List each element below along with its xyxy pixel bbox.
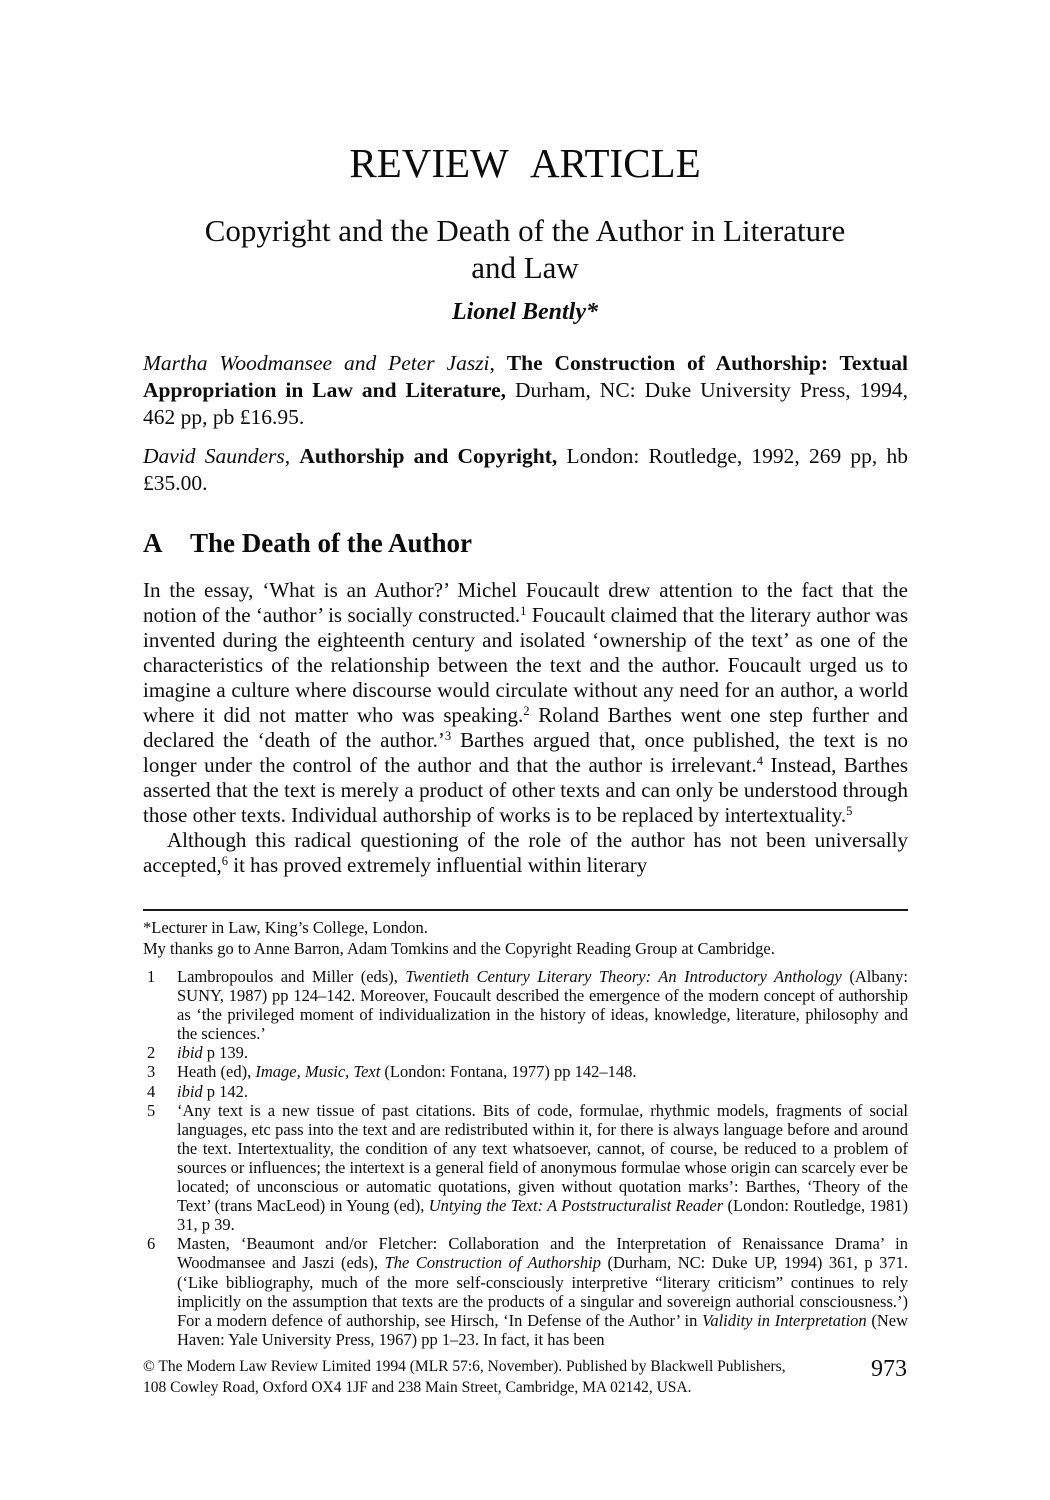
- footnote-text: ibid p 139.: [177, 1043, 249, 1063]
- footnote-number: 3: [147, 1062, 156, 1082]
- article-title-line-1: Copyright and the Death of the Author in Literature: [204, 213, 846, 248]
- publisher-imprint: [143, 1356, 803, 1398]
- footnote-text: Masten, ‘Beaumont and/or Fletcher: Collaboration and the Interpretation of Renaissance Drama’ in Woodmansee and Jaszi (eds), The Construction of Authorship (Durham, NC: Duke UP, 1994) 361, p 371. (‘Like bibliography, much of the more self-consciously interpretive “literary criticism” continues to rely implicitly on the assumption that texts are the products of a singular and sovereign authorial consciousness.’) For a modern defence of authorship, see Hirsch, ‘In Defense of the Author’ in Validity in Interpretation (New Haven: Yale University Press, 1967) pp 1–23. In fact, it has been: [177, 1234, 909, 1349]
- footnote-text: Lambropoulos and Miller (eds), Twentieth Century Literary Theory: An Introductory Anthology (Albany: SUNY, 1987) pp 124–142. Moreover, Foucault described the emergence of the modern concept of authorship as ‘the privileged moment of individualization in the history of ideas, knowledge, literature, philosophy and the sciences.’: [177, 967, 909, 1044]
- footnote-text: ‘Any text is a new tissue of past citations. Bits of code, formulae, rhythmic models, fragments of social languages, etc pass into the text and are redistributed within it, for there is always language before and around the text. Intertextuality, the condition of any text whatsoever, cannot, of course, be reduced to a problem of sources or influences; the intertext is a general field of anonymous formulae whose origin can scarcely ever be located; of unconscious or automatic quotations, given without quotation marks’: Barthes, ‘Theory of the Text’ (trans MacLeod) in Young (ed), Untying the Text: A Poststructuralist Reader (London: Routledge, 1981) 31, p 39.: [177, 1100, 908, 1235]
- section-title: The Death of the Author: [190, 528, 472, 558]
- footnote-item: [143, 1234, 908, 1349]
- footnote-item: [143, 1062, 908, 1081]
- imprint-line-1: © The Modern Law Review Limited 1994 (MLR 57:6, November). Published by Blackwell Publishers,: [143, 1358, 786, 1375]
- body-paragraph-2: Although this radical questioning of the role of the author has not been universally accepted,$^6$ it has proved extremely influential within literary: [143, 828, 908, 877]
- affiliation-line: *Lecturer in Law, King’s College, London.: [143, 918, 428, 937]
- imprint-line-2: 108 Cowley Road, Oxford OX4 1JF and 238 Main Street, Cambridge, MA 02142, USA.: [143, 1379, 692, 1396]
- book-citation-2: David Saunders, Authorship and Copyright, London: Routledge, 1992, 269 pp, hb £35.00.: [143, 444, 908, 495]
- acknowledgement-line: My thanks go to Anne Barron, Adam Tomkins and the Copyright Reading Group at Cambridge.: [143, 939, 775, 958]
- footnote-item: [143, 967, 908, 1043]
- footnote-number: 6: [147, 1234, 156, 1254]
- footnote-divider: [143, 909, 908, 911]
- author-affiliation-note: [143, 917, 908, 959]
- footnote-number: 5: [147, 1100, 156, 1120]
- section-label: A: [143, 528, 163, 558]
- footnote-number: 1: [147, 967, 156, 986]
- body-text: [143, 578, 908, 878]
- footnote-text: Heath (ed), Image, Music, Text (London: Fontana, 1977) pp 142–148.: [177, 1062, 637, 1082]
- book-citation-1: Martha Woodmansee and Peter Jaszi, The Construction of Authorship: Textual Appropriation in Law and Literature, Durham, NC: Duke University Press, 1994, 462 pp, pb £16.95.: [143, 351, 908, 429]
- footnotes-list: [143, 967, 908, 1349]
- footnote-item: [143, 1082, 908, 1101]
- footnote-number: 4: [147, 1081, 156, 1101]
- body-paragraph-1: In the essay, ‘What is an Author?’ Michel Foucault drew attention to the fact that the notion of the ‘author’ is socially constructed.$^1$ Foucault claimed that the literary author was invented during the eighteenth century and isolated ‘ownership of the text’ as one of the characteristics of the relationship between the text and the author. Foucault urged us to imagine a culture where discourse would circulate without any need for an author, a world where it did not matter who was speaking.$^2$ Roland Barthes went one step further and declared the ‘death of the author.’$^3$ Barthes argued that, once published, the text is no longer under the control of the author and that the author is irrelevant.$^4$ Instead, Barthes asserted that the text is merely a product of other texts and can only be understood through those other texts. Individual authorship of works is to be replaced by intertextuality.$^5$: [143, 578, 908, 827]
- page-number: 973: [871, 1356, 907, 1382]
- article-title: [0, 212, 1050, 286]
- section-heading: [143, 528, 908, 559]
- footnote-item: [143, 1043, 908, 1062]
- article-kicker: REVIEW ARTICLE: [349, 140, 701, 186]
- footnote-text: ibid p 142.: [177, 1081, 249, 1101]
- article-title-line-2: and Law: [471, 250, 579, 285]
- footnote-item: [143, 1101, 908, 1235]
- author-byline: Lionel Bently*: [452, 299, 598, 325]
- footnote-number: 2: [147, 1043, 156, 1063]
